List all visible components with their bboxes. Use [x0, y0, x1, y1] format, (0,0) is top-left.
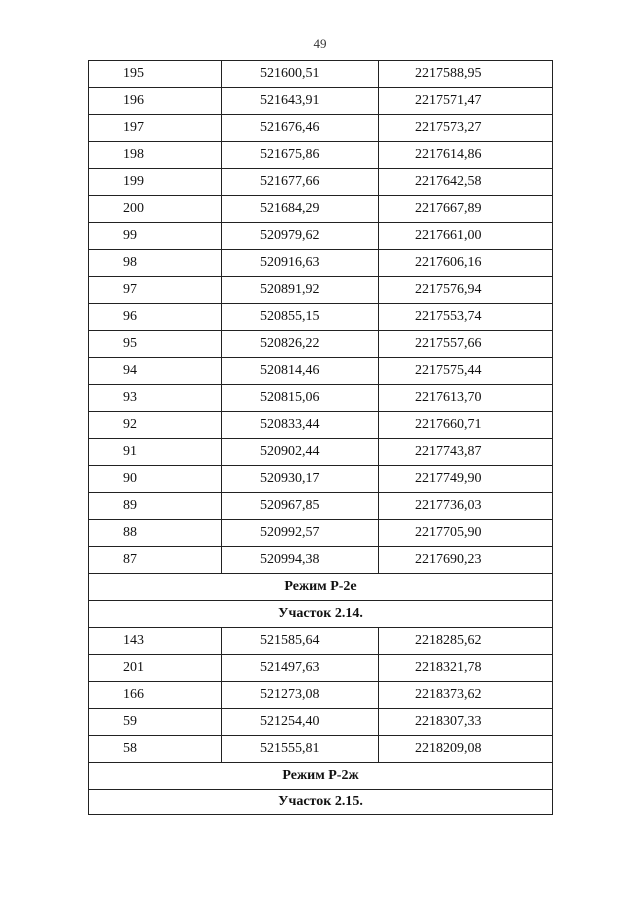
y-coordinate-cell: 2217736,03 — [379, 493, 553, 520]
point-number-cell: 87 — [89, 547, 222, 574]
table-row — [89, 439, 553, 466]
x-coordinate-cell: 520815,06 — [222, 385, 379, 412]
y-coordinate-cell: 2218285,62 — [379, 628, 553, 655]
regime-heading: Режим Р-2е — [89, 574, 553, 601]
y-coordinate-cell: 2217575,44 — [379, 358, 553, 385]
table-row — [89, 628, 553, 655]
table-row — [89, 655, 553, 682]
x-coordinate-cell: 521677,66 — [222, 169, 379, 196]
table-row — [89, 385, 553, 412]
table-row — [89, 520, 553, 547]
x-coordinate-cell: 521585,64 — [222, 628, 379, 655]
plot-heading: Участок 2.14. — [89, 601, 553, 628]
page-number: 49 — [313, 36, 327, 51]
table-row — [89, 115, 553, 142]
table-row — [89, 142, 553, 169]
x-coordinate-cell: 521675,86 — [222, 142, 379, 169]
table-row — [89, 493, 553, 520]
coordinates-table-body — [89, 61, 553, 815]
point-number-cell: 196 — [89, 88, 222, 115]
x-coordinate-cell: 521643,91 — [222, 88, 379, 115]
y-coordinate-cell: 2217553,74 — [379, 304, 553, 331]
y-coordinate-cell: 2218307,33 — [379, 709, 553, 736]
table-row — [89, 412, 553, 439]
y-coordinate-cell: 2217667,89 — [379, 196, 553, 223]
coordinates-table — [88, 60, 553, 815]
table-row — [89, 466, 553, 493]
x-coordinate-cell: 521600,51 — [222, 61, 379, 88]
table-row — [89, 682, 553, 709]
y-coordinate-cell: 2217749,90 — [379, 466, 553, 493]
regime-heading-row — [89, 763, 553, 790]
point-number-cell: 98 — [89, 250, 222, 277]
x-coordinate-cell: 520916,63 — [222, 250, 379, 277]
y-coordinate-cell: 2217705,90 — [379, 520, 553, 547]
y-coordinate-cell: 2217614,86 — [379, 142, 553, 169]
point-number-cell: 200 — [89, 196, 222, 223]
table-row — [89, 61, 553, 88]
point-number-cell: 198 — [89, 142, 222, 169]
y-coordinate-cell: 2217743,87 — [379, 439, 553, 466]
y-coordinate-cell: 2218209,08 — [379, 736, 553, 763]
y-coordinate-cell: 2217557,66 — [379, 331, 553, 358]
x-coordinate-cell: 520994,38 — [222, 547, 379, 574]
x-coordinate-cell: 520891,92 — [222, 277, 379, 304]
table-row — [89, 277, 553, 304]
table-row — [89, 196, 553, 223]
x-coordinate-cell: 520902,44 — [222, 439, 379, 466]
y-coordinate-cell: 2217571,47 — [379, 88, 553, 115]
plot-heading-row — [89, 790, 553, 815]
point-number-cell: 91 — [89, 439, 222, 466]
point-number-cell: 95 — [89, 331, 222, 358]
x-coordinate-cell: 521497,63 — [222, 655, 379, 682]
y-coordinate-cell: 2217606,16 — [379, 250, 553, 277]
point-number-cell: 166 — [89, 682, 222, 709]
regime-heading-row — [89, 574, 553, 601]
plot-heading-row — [89, 601, 553, 628]
x-coordinate-cell: 520967,85 — [222, 493, 379, 520]
point-number-cell: 143 — [89, 628, 222, 655]
x-coordinate-cell: 520855,15 — [222, 304, 379, 331]
y-coordinate-cell: 2217642,58 — [379, 169, 553, 196]
table-row — [89, 358, 553, 385]
table-row — [89, 169, 553, 196]
table-row — [89, 709, 553, 736]
y-coordinate-cell: 2217690,23 — [379, 547, 553, 574]
x-coordinate-cell: 520979,62 — [222, 223, 379, 250]
point-number-cell: 92 — [89, 412, 222, 439]
point-number-cell: 94 — [89, 358, 222, 385]
y-coordinate-cell: 2217661,00 — [379, 223, 553, 250]
x-coordinate-cell: 521273,08 — [222, 682, 379, 709]
table-row — [89, 736, 553, 763]
y-coordinate-cell: 2217660,71 — [379, 412, 553, 439]
point-number-cell: 93 — [89, 385, 222, 412]
point-number-cell: 201 — [89, 655, 222, 682]
x-coordinate-cell: 520833,44 — [222, 412, 379, 439]
point-number-cell: 97 — [89, 277, 222, 304]
point-number-cell: 197 — [89, 115, 222, 142]
table-row — [89, 547, 553, 574]
y-coordinate-cell: 2218373,62 — [379, 682, 553, 709]
table-row — [89, 223, 553, 250]
y-coordinate-cell: 2217588,95 — [379, 61, 553, 88]
x-coordinate-cell: 521676,46 — [222, 115, 379, 142]
x-coordinate-cell: 520826,22 — [222, 331, 379, 358]
y-coordinate-cell: 2217573,27 — [379, 115, 553, 142]
table-row — [89, 331, 553, 358]
point-number-cell: 199 — [89, 169, 222, 196]
x-coordinate-cell: 520930,17 — [222, 466, 379, 493]
point-number-cell: 90 — [89, 466, 222, 493]
point-number-cell: 89 — [89, 493, 222, 520]
point-number-cell: 195 — [89, 61, 222, 88]
x-coordinate-cell: 520814,46 — [222, 358, 379, 385]
point-number-cell: 99 — [89, 223, 222, 250]
x-coordinate-cell: 520992,57 — [222, 520, 379, 547]
y-coordinate-cell: 2218321,78 — [379, 655, 553, 682]
point-number-cell: 96 — [89, 304, 222, 331]
point-number-cell: 59 — [89, 709, 222, 736]
x-coordinate-cell: 521684,29 — [222, 196, 379, 223]
x-coordinate-cell: 521555,81 — [222, 736, 379, 763]
plot-heading: Участок 2.15. — [89, 790, 553, 815]
point-number-cell: 88 — [89, 520, 222, 547]
y-coordinate-cell: 2217613,70 — [379, 385, 553, 412]
table-row — [89, 304, 553, 331]
x-coordinate-cell: 521254,40 — [222, 709, 379, 736]
y-coordinate-cell: 2217576,94 — [379, 277, 553, 304]
table-row — [89, 250, 553, 277]
regime-heading: Режим Р-2ж — [89, 763, 553, 790]
point-number-cell: 58 — [89, 736, 222, 763]
table-row — [89, 88, 553, 115]
